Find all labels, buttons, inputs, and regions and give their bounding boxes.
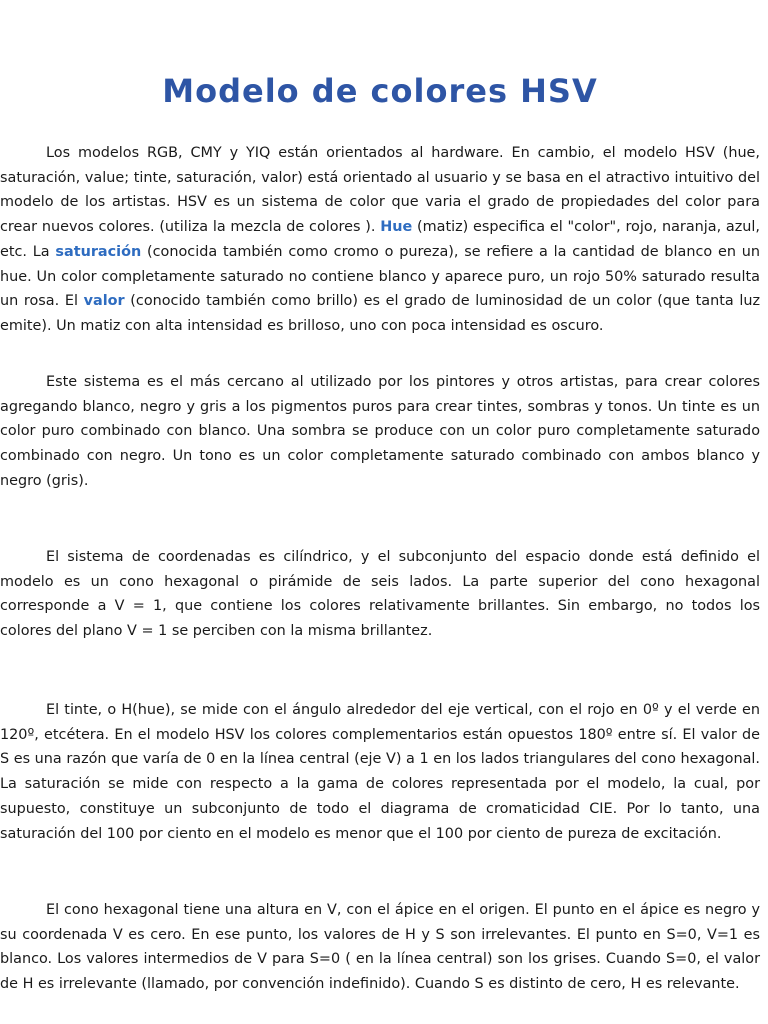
term-valor: valor	[83, 293, 125, 310]
paragraph-text: (conocido también como brillo) es el grado de luminosidad de un color (que tanta luz emite). Un matiz con alta intensidad es brilloso, uno con poca intensidad es oscuro.	[0, 293, 760, 334]
paragraph-coordinates: El sistema de coordenadas es cilíndrico, y el subconjunto del espacio donde está definido el modelo es un cono hexagonal o pirámide de seis lados. La parte superior del cono hexagonal corresponde a V = 1, que contiene los colores relativamente brillantes. Sin embargo, no todos los colores del plano V = 1 se perciben con la misma brillantez.	[0, 549, 760, 640]
paragraph-text: (matiz) especifica el "color", rojo, naranja, azul, etc. La	[0, 219, 760, 260]
paragraph-hue-angle: El tinte, o H(hue), se mide con el ángulo alrededor del eje vertical, con el rojo en 0º y el verde en 120º, etcétera. En el modelo HSV los colores complementarios están opuestos 180º entre sí. El valor de S es una razón que varía de 0 en la línea central (eje V) a 1 en los lados triangulares del cono hexagonal. La saturación se mide con respecto a la gama de colores representada por el modelo, la cual, por supuesto, constituye un subconjunto de todo el diagrama de cromaticidad CIE. Por lo tanto, una saturación del 100 por ciento en el modelo es menor que el 100 por ciento de pureza de excitación.	[0, 702, 760, 842]
term-hue: Hue	[380, 219, 413, 236]
page-title: Modelo de colores HSV	[162, 72, 598, 110]
term-saturacion: saturación	[55, 243, 142, 260]
paragraph-text: Los modelos RGB, CMY y YIQ están orientados al hardware. En cambio, el modelo HSV (hue, saturación, value; tinte, saturación, valor) está orientado al usuario y se basa en el atractivo intuitivo del modelo de los artistas. HSV es un sistema de color que varia el grado de propiedades del color para crear nuevos colores. (utiliza la mezcla de colores ).	[0, 145, 760, 236]
paragraph-artists: Este sistema es el más cercano al utilizado por los pintores y otros artistas, para crear colores agregando blanco, negro y gris a los pigmentos puros para crear tintes, sombras y tonos. Un tinte es un color puro combinado con blanco. Una sombra se produce con un color puro completamente saturado combinado con negro. Un tono es un color completamente saturado combinado con ambos blanco y negro (gris).	[0, 374, 760, 489]
paragraph-intro	[0, 141, 760, 339]
paragraph-text: (conocida también como cromo o pureza), se refiere a la cantidad de blanco en un hue. Un color completamente saturado no contiene blanco y aparece puro, un rojo 50% saturado resulta un rosa. El	[0, 243, 760, 310]
paragraph-hexcone: El cono hexagonal tiene una altura en V, con el ápice en el origen. El punto en el ápice es negro y su coordenada V es cero. En ese punto, los valores de H y S son irrelevantes. El punto en S=0, V=1 es blanco. Los valores intermedios de V para S=0 ( en la línea central) son los grises. Cuando S=0, el valor de H es irrelevante (llamado, por convención indefinido). Cuando S es distinto de cero, H es relevante.	[0, 902, 760, 993]
